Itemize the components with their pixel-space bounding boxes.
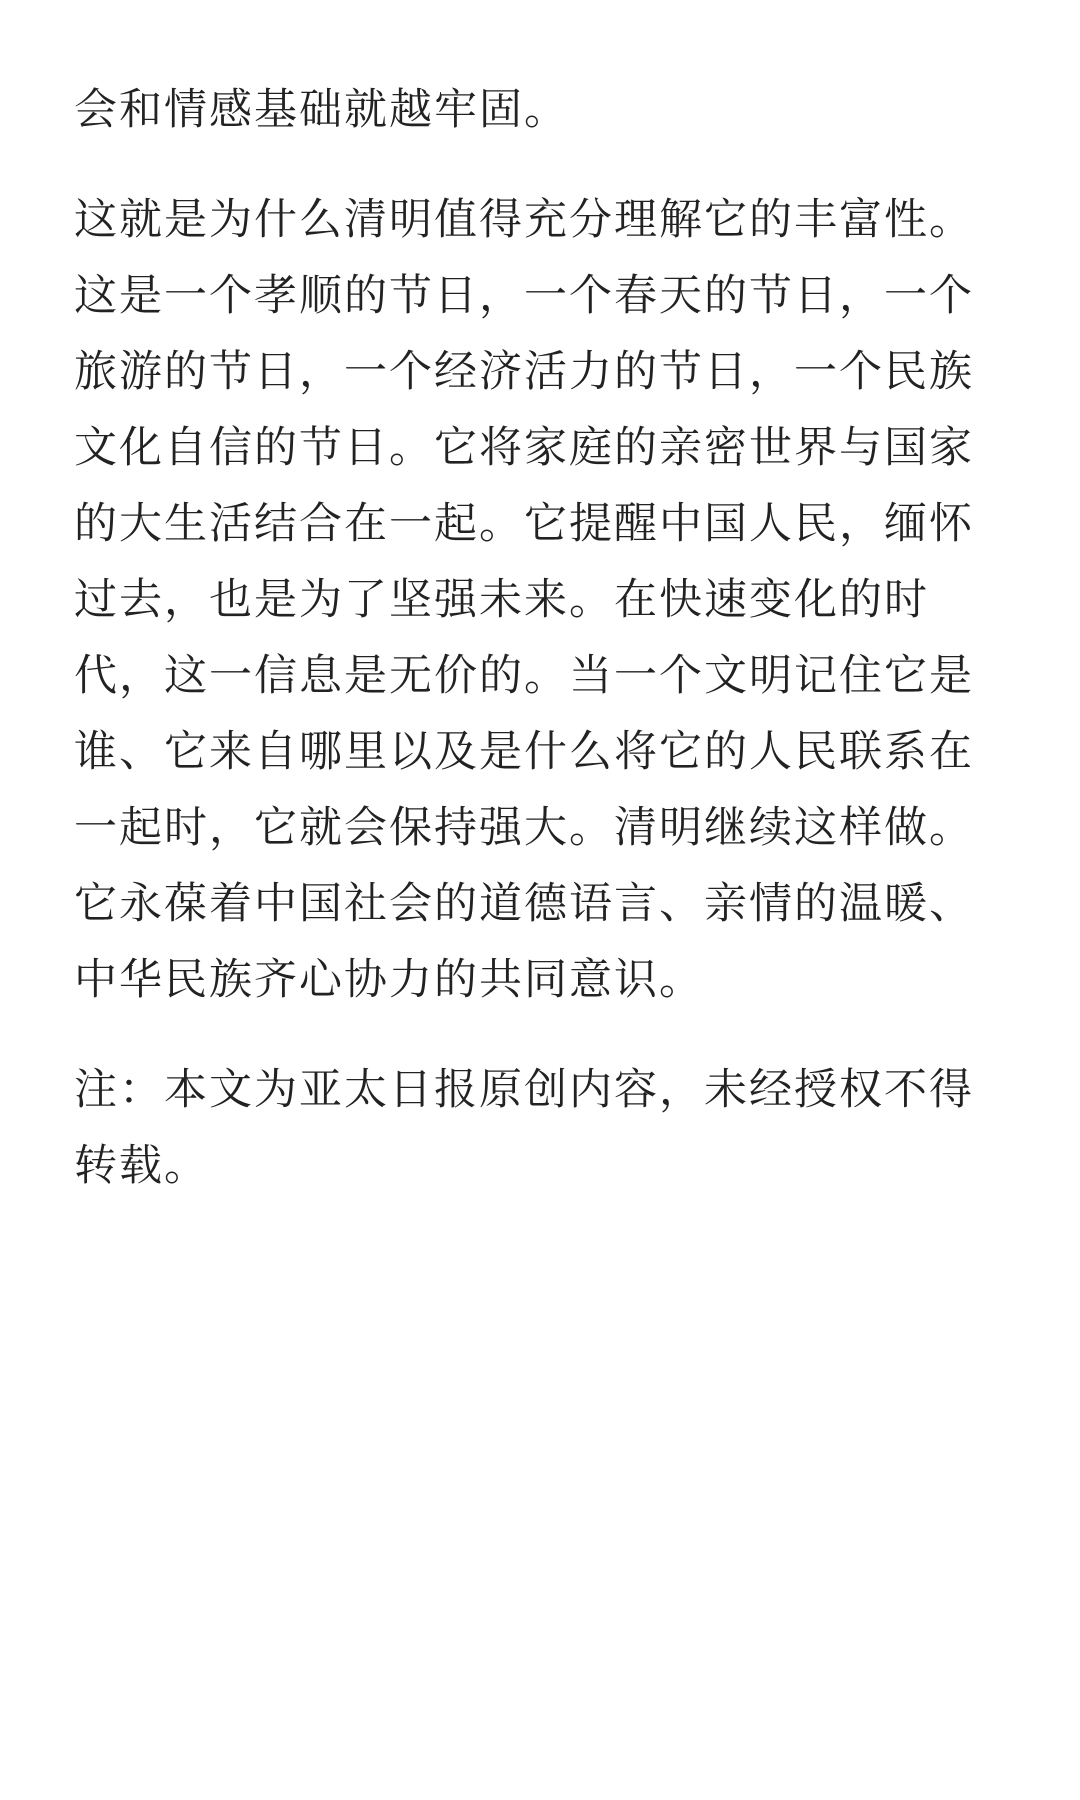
article-paragraph-continued: 会和情感基础就越牢固。	[74, 85, 569, 135]
article-body	[74, 72, 1006, 1204]
copyright-note: 注：本文为亚太日报原创内容，未经授权不得转载。	[74, 1065, 974, 1191]
article-paragraph: 这就是为什么清明值得充分理解它的丰富性。这是一个孝顺的节日，一个春天的节日，一个旅游的节日，一个经济活力的节日，一个民族文化自信的节日。它将家庭的亲密世界与国家的大生活结合在一起。它提醒中国人民，缅怀过去，也是为了坚强未来。在快速变化的时代，这一信息是无价的。当一个文明记住它是谁、它来自哪里以及是什么将它的人民联系在一起时，它就会保持强大。清明继续这样做。它永葆着中国社会的道德语言、亲情的温暖、中华民族齐心协力的共同意识。	[74, 195, 974, 1005]
